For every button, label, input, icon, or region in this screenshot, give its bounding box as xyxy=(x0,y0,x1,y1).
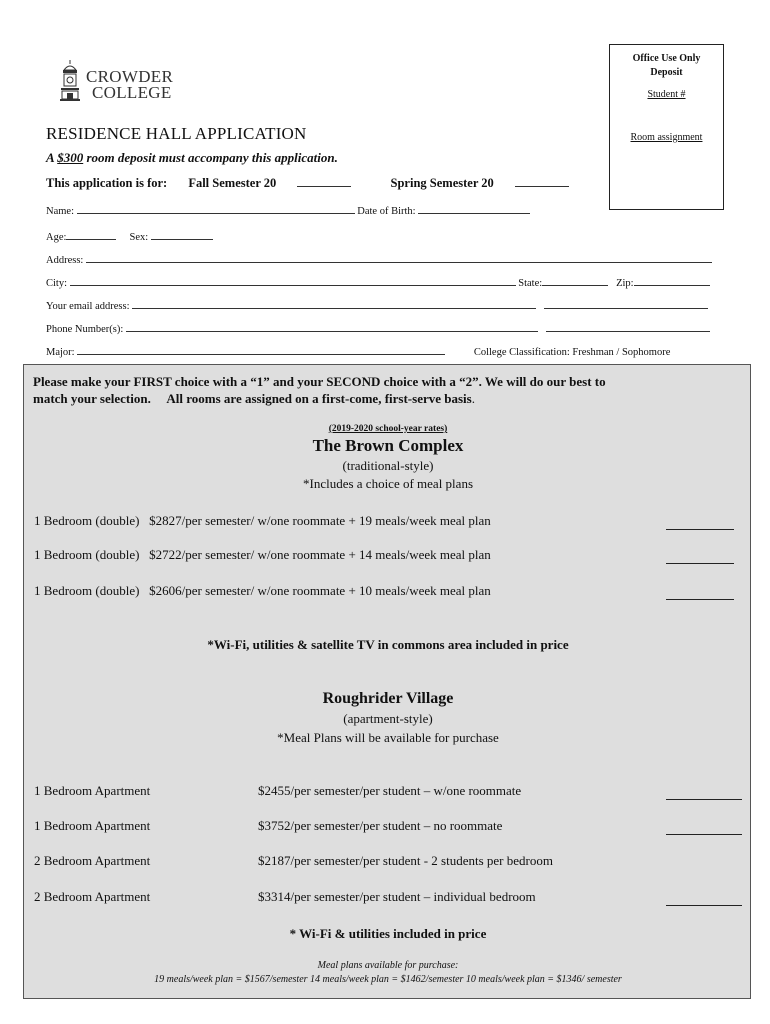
rough-option-2-choice[interactable] xyxy=(666,833,742,835)
rates-year: (2019-2020 school-year rates) xyxy=(328,424,448,434)
state-field[interactable] xyxy=(542,275,608,286)
phone-field[interactable] xyxy=(126,321,538,332)
classification-label: College Classification: Freshman / Sophomore xyxy=(473,347,671,358)
rough-option-4-choice[interactable] xyxy=(666,904,742,906)
brown-complex-title: The Brown Complex xyxy=(312,436,464,455)
age-field[interactable] xyxy=(66,229,116,240)
rough-option-3: 2 Bedroom Apartment xyxy=(34,853,151,868)
form-title: RESIDENCE HALL APPLICATION xyxy=(46,124,307,143)
rough-option-3-price: $2187/per semester/per student - 2 students per bedroom xyxy=(258,853,553,868)
email-field-2[interactable] xyxy=(544,298,708,309)
office-student-label: Student # xyxy=(647,89,686,100)
rough-included: * Wi-Fi & utilities included in price xyxy=(289,926,487,941)
major-field[interactable] xyxy=(77,344,445,355)
brown-option-2: 1 Bedroom (double) $2722/per semester/ w/one roommate + 14 meals/week meal plan xyxy=(34,547,491,562)
city-row: City: State: Zip: xyxy=(46,275,710,289)
phone-row: Phone Number(s): xyxy=(46,321,710,335)
brown-option-3: 1 Bedroom (double) $2606/per semester/ w/one roommate + 10 meals/week meal plan xyxy=(34,583,491,598)
meal-plans-title: Meal plans available for purchase: xyxy=(317,960,459,971)
rough-option-2: 1 Bedroom Apartment xyxy=(34,818,151,833)
college-name: CROWDER COLLEGE xyxy=(86,67,174,102)
office-use-title: Office Use Only xyxy=(632,53,701,64)
office-room-label: Room assignment xyxy=(630,132,703,143)
rough-option-4: 2 Bedroom Apartment xyxy=(34,889,151,904)
city-field[interactable] xyxy=(70,275,516,286)
name-field[interactable] xyxy=(77,203,355,214)
age-sex-row: Age: Sex: xyxy=(46,229,213,243)
name-row: Name: Date of Birth: xyxy=(46,203,530,217)
roughrider-title: Roughrider Village xyxy=(322,690,454,707)
college-logo xyxy=(58,58,208,104)
housing-selection-box xyxy=(23,364,751,999)
deposit-notice: A $300 room deposit must accompany this application. xyxy=(46,150,338,165)
brown-included: *Wi-Fi, utilities & satellite TV in commons area included in price xyxy=(207,637,569,652)
brown-option-3-choice[interactable] xyxy=(666,598,734,600)
brown-option-2-choice[interactable] xyxy=(666,562,734,564)
dob-field[interactable] xyxy=(418,203,530,214)
office-use-box xyxy=(609,44,724,210)
roughrider-style: (apartment-style) xyxy=(343,711,433,726)
brown-style: (traditional-style) xyxy=(342,458,434,473)
rough-option-1-choice[interactable] xyxy=(666,798,742,800)
brown-option-1-choice[interactable] xyxy=(666,528,734,530)
semester-selection: This application is for: Fall Semester 20 Spring Semester 20 xyxy=(46,176,605,191)
email-row: Your email address: xyxy=(46,298,708,312)
email-field[interactable] xyxy=(132,298,536,309)
brown-note: *Includes a choice of meal plans xyxy=(302,476,473,491)
selection-instructions: Please make your FIRST choice with a “1” and your SECOND choice with a “2”. We will do our best to match your selection. All rooms are assigned on a first-come, first-serve basis. xyxy=(33,374,606,406)
phone-field-2[interactable] xyxy=(546,321,710,332)
sex-field[interactable] xyxy=(151,229,213,240)
major-row: Major: College Classification: Freshman / Sophomore xyxy=(46,344,670,358)
brown-option-1: 1 Bedroom (double) $2827/per semester/ w/one roommate + 19 meals/week meal plan xyxy=(34,513,491,528)
rough-option-1-price: $2455/per semester/per student – w/one roommate xyxy=(258,783,522,798)
fall-semester-field[interactable]: Fall Semester 20 xyxy=(188,176,369,190)
roughrider-note: *Meal Plans will be available for purchase xyxy=(277,730,499,745)
rough-option-4-price: $3314/per semester/per student – individual bedroom xyxy=(258,889,536,904)
rough-option-1: 1 Bedroom Apartment xyxy=(34,783,151,798)
spring-semester-field[interactable]: Spring Semester 20 xyxy=(391,176,587,190)
zip-field[interactable] xyxy=(634,275,710,286)
building-icon xyxy=(58,58,82,102)
address-field[interactable] xyxy=(86,252,712,263)
rough-option-2-price: $3752/per semester/per student – no roommate xyxy=(258,818,503,833)
address-row: Address: xyxy=(46,252,712,266)
office-deposit-label: Deposit xyxy=(650,67,683,78)
meal-plans-prices: 19 meals/week plan = $1567/semester 14 meals/week plan = $1462/semester 10 meals/week plan = $1346/ semester xyxy=(154,974,622,985)
